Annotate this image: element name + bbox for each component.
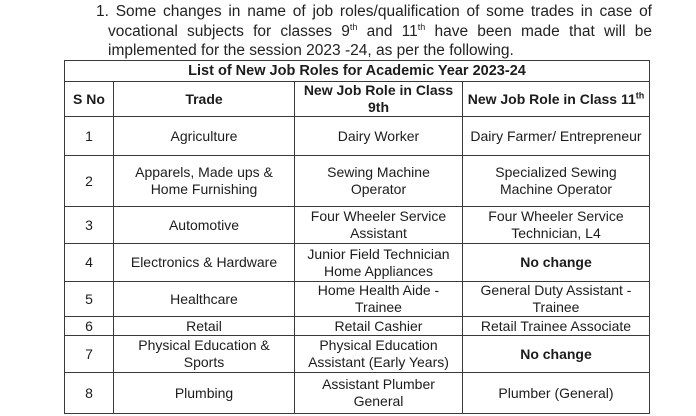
cell-sno: 2 bbox=[65, 156, 114, 207]
cell-trade: Retail bbox=[114, 317, 295, 336]
cell-class11: Retail Trainee Associate bbox=[463, 317, 650, 336]
table-row bbox=[65, 282, 650, 317]
cell-class9: Sewing Machine Operator bbox=[295, 156, 463, 207]
table-row bbox=[65, 373, 650, 414]
cell-trade: Healthcare bbox=[114, 282, 295, 317]
table-title-row bbox=[65, 61, 650, 82]
cell-trade: Automotive bbox=[114, 207, 295, 244]
intro-line-3: implemented for the session 2023 -24, as per the following. bbox=[108, 42, 514, 59]
cell-trade: Physical Education & Sports bbox=[114, 336, 295, 373]
table-title: List of New Job Roles for Academic Year 2023-24 bbox=[65, 61, 650, 82]
cell-trade: Agriculture bbox=[114, 117, 295, 156]
cell-class11: Specialized Sewing Machine Operator bbox=[463, 156, 650, 207]
cell-class11-no-change: No change bbox=[463, 336, 650, 373]
cell-class9: Retail Cashier bbox=[295, 317, 463, 336]
intro-line-2: vocational subjects for classes 9th and 11th have been made that will be bbox=[108, 21, 652, 40]
cell-sno: 3 bbox=[65, 207, 114, 244]
table-row bbox=[65, 207, 650, 244]
table-row bbox=[65, 317, 650, 336]
list-number: 1. bbox=[96, 3, 109, 20]
cell-class9: Physical Education Assistant (Early Years) bbox=[295, 336, 463, 373]
cell-sno: 8 bbox=[65, 373, 114, 414]
cell-class11: Four Wheeler Service Technician, L4 bbox=[463, 207, 650, 244]
cell-class11-no-change: No change bbox=[463, 244, 650, 282]
cell-sno: 6 bbox=[65, 317, 114, 336]
cell-class9: Home Health Aide - Trainee bbox=[295, 282, 463, 317]
cell-sno: 4 bbox=[65, 244, 114, 282]
cell-class11: Plumber (General) bbox=[463, 373, 650, 414]
table-row bbox=[65, 117, 650, 156]
intro-line-1: 1. Some changes in name of job roles/qualification of some trades in case of bbox=[96, 3, 652, 20]
cell-class11: General Duty Assistant - Trainee bbox=[463, 282, 650, 317]
cell-class11: Dairy Farmer/ Entrepreneur bbox=[463, 117, 650, 156]
job-roles-table bbox=[64, 60, 650, 414]
header-trade: Trade bbox=[114, 82, 295, 117]
table-row bbox=[65, 156, 650, 207]
cell-sno: 5 bbox=[65, 282, 114, 317]
cell-class9: Assistant Plumber General bbox=[295, 373, 463, 414]
intro-paragraph bbox=[96, 2, 652, 61]
table-row bbox=[65, 244, 650, 282]
table-header-row bbox=[65, 82, 650, 117]
header-sno: S No bbox=[65, 82, 114, 117]
header-class11: New Job Role in Class 11th bbox=[463, 82, 650, 117]
cell-class9: Four Wheeler Service Assistant bbox=[295, 207, 463, 244]
cell-class9: Junior Field Technician Home Appliances bbox=[295, 244, 463, 282]
table-row bbox=[65, 336, 650, 373]
header-class9: New Job Role in Class 9th bbox=[295, 82, 463, 117]
cell-trade: Apparels, Made ups & Home Furnishing bbox=[114, 156, 295, 207]
cell-sno: 7 bbox=[65, 336, 114, 373]
cell-class9: Dairy Worker bbox=[295, 117, 463, 156]
cell-trade: Plumbing bbox=[114, 373, 295, 414]
cell-sno: 1 bbox=[65, 117, 114, 156]
cell-trade: Electronics & Hardware bbox=[114, 244, 295, 282]
